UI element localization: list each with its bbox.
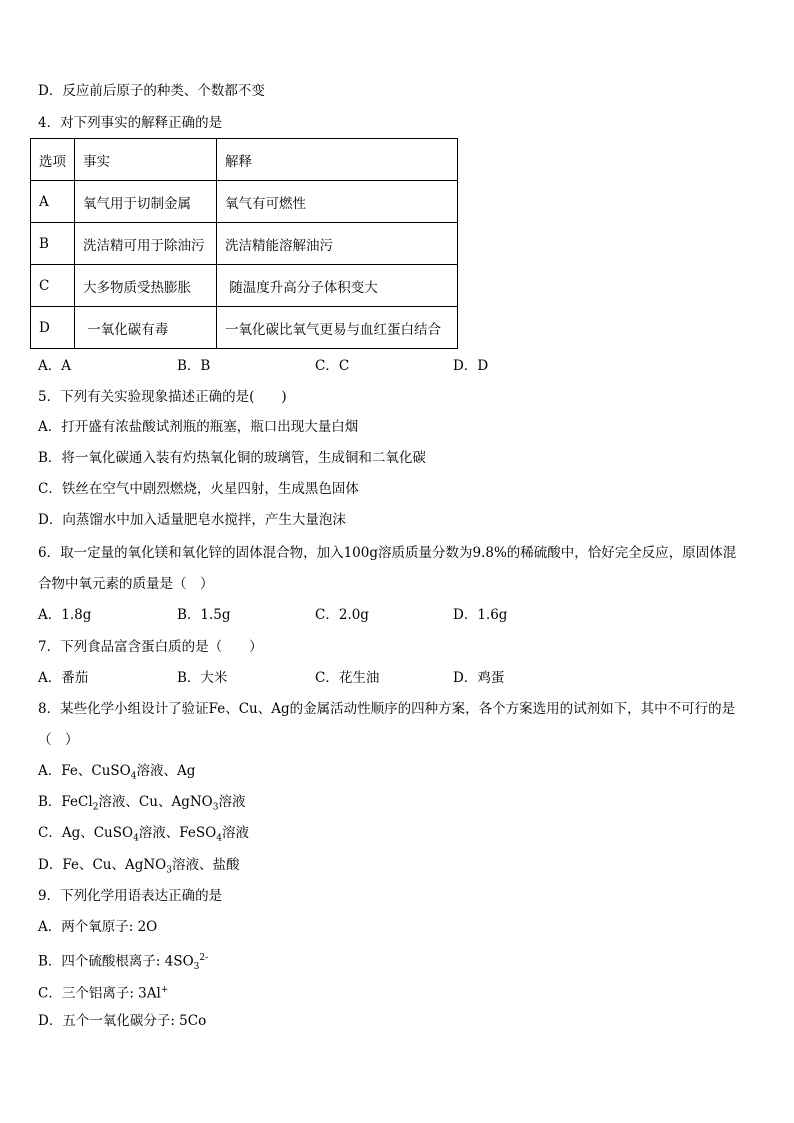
subscript: 4 <box>216 833 222 844</box>
q8-option-a <box>38 762 195 786</box>
q8-stem-line2: （ ） <box>38 732 79 748</box>
subscript: 4 <box>133 833 139 844</box>
table-row <box>31 265 458 307</box>
formula-text: 溶液、Ag <box>136 763 196 779</box>
subscript: 2 <box>92 802 99 813</box>
q6-options <box>38 606 758 624</box>
formula-text: C．三个铝离子: 3Al <box>38 985 161 1002</box>
table-header-row <box>31 139 458 181</box>
table-cell: 一氧化碳比氧气更易与血红蛋白结合 <box>217 307 458 349</box>
subscript: 3 <box>166 865 172 876</box>
q5-option-c: C．铁丝在空气中剧烈燃烧，火星四射，生成黑色固体 <box>38 481 359 497</box>
table-row <box>31 307 458 349</box>
subscript: 3 <box>212 802 219 813</box>
table-cell: 一氧化碳有毒 <box>75 307 217 349</box>
q7-option-c: C．花生油 <box>315 670 380 686</box>
q5-stem: 5．下列有关实验现象描述正确的是( ) <box>38 389 287 405</box>
superscript: 2- <box>199 953 209 963</box>
q8-stem-line1: 8．某些化学小组设计了验证Fe、Cu、Ag的金属活动性顺序的四种方案，各个方案选用的试剂如下，其中不可行的是 <box>38 701 736 717</box>
q4-options <box>38 357 758 375</box>
q7-option-a: A．番茄 <box>38 670 89 686</box>
formula-text: 溶液 <box>221 825 249 841</box>
q9-option-c <box>38 981 168 1003</box>
q6-option-d: D．1.6g <box>453 607 508 623</box>
q4-stem: 4．对下列事实的解释正确的是 <box>38 115 223 131</box>
q6-option-a: A．1.8g <box>38 607 92 623</box>
formula-text: 溶液、Cu、AgNO <box>98 794 213 810</box>
table-cell: A <box>31 181 75 223</box>
formula-text: C．Ag、CuSO <box>38 825 134 841</box>
table-header-cell: 解释 <box>217 139 458 181</box>
formula-text: A．Fe、CuSO <box>38 763 131 779</box>
table-cell: 随温度升高分子体积变大 <box>217 265 458 307</box>
subscript: 3 <box>193 962 200 973</box>
q9-option-b <box>38 949 208 976</box>
table-cell: 氧气有可燃性 <box>217 181 458 223</box>
q7-options <box>38 669 758 687</box>
table-cell: 大多物质受热膨胀 <box>75 265 217 307</box>
table-row <box>31 181 458 223</box>
q5-option-a: A．打开盛有浓盐酸试剂瓶的瓶塞，瓶口出现大量白烟 <box>38 419 359 435</box>
q4-option-a: A．A <box>38 358 71 374</box>
q7-stem: 7．下列食品富含蛋白质的是（ ） <box>38 639 263 655</box>
table-row <box>31 223 458 265</box>
q5-option-d: D．向蒸馏水中加入适量肥皂水搅拌，产生大量泡沫 <box>38 512 346 528</box>
table-cell: D <box>31 307 75 349</box>
formula-text: 溶液 <box>218 794 246 810</box>
table-cell: B <box>31 223 75 265</box>
table-cell: C <box>31 265 75 307</box>
q8-option-b <box>38 793 245 817</box>
formula-text: B．FeCl <box>38 794 93 810</box>
q9-stem: 9．下列化学用语表达正确的是 <box>38 888 223 904</box>
q6-option-c: C．2.0g <box>315 607 369 623</box>
q9-option-a: A．两个氧原子: 2O <box>38 919 158 935</box>
subscript: 4 <box>130 771 137 782</box>
table-header-cell: 选项 <box>31 139 75 181</box>
q6-option-b: B．1.5g <box>177 607 231 623</box>
formula-text: 溶液、FeSO <box>138 825 217 841</box>
q6-stem-line2: 合物中氧元素的质量是（ ） <box>38 576 214 592</box>
table-cell: 洗洁精能溶解油污 <box>217 223 458 265</box>
superscript: + <box>160 985 169 995</box>
table-header-cell: 事实 <box>75 139 217 181</box>
q8-option-c <box>38 824 249 848</box>
q7-option-b: B．大米 <box>177 670 228 686</box>
table-cell: 氧气用于切制金属 <box>75 181 217 223</box>
formula-text: D．Fe、Cu、AgNO <box>38 857 167 873</box>
q7-option-d: D．鸡蛋 <box>453 670 505 686</box>
q4-table <box>30 138 458 349</box>
formula-text: 溶液、盐酸 <box>171 857 240 873</box>
q3-option-d: D．反应前后原子的种类、个数都不变 <box>38 83 265 99</box>
q6-stem-line1: 6．取一定量的氧化镁和氧化锌的固体混合物，加入100g溶质质量分数为9.8%的稀硫酸中，恰好完全反应，原固体混 <box>38 545 737 561</box>
q9-option-d: D．五个一氧化碳分子: 5Co <box>38 1013 207 1029</box>
formula-text: B．四个硫酸根离子: 4SO <box>38 953 194 970</box>
q4-option-c: C．C <box>315 358 350 374</box>
table-cell: 洗洁精可用于除油污 <box>75 223 217 265</box>
q8-option-d <box>38 856 239 880</box>
q5-option-b: B．将一氧化碳通入装有灼热氧化铜的玻璃管，生成铜和二氧化碳 <box>38 450 426 466</box>
q4-option-b: B．B <box>177 358 211 374</box>
q4-option-d: D．D <box>453 358 489 374</box>
